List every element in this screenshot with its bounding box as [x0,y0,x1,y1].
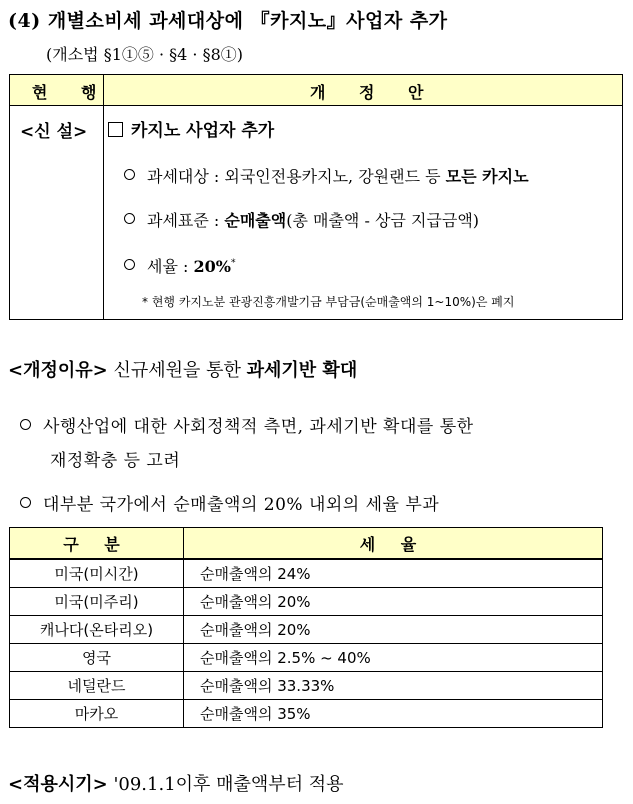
reason-heading: <개정이유> 신규세원을 통한 과세기반 확대 [8,360,358,381]
circle-bullet-icon [20,497,31,508]
reason-para-1-cont: 재정확충 등 고려 [50,451,181,471]
country-cell: 네덜란드 [10,672,184,700]
country-cell: 미국(미주리) [10,588,184,616]
reason-para-2: 대부분 국가에서 순매출액의 20% 내외의 세율 부과 [20,490,439,515]
column-divider [103,75,104,319]
footnote: * 현행 카지노분 관광진흥개발기금 부담금(순매출액의 1~10%)은 폐지 [142,295,515,309]
checkbox-square-icon [108,122,123,137]
header-category: 구 분 [10,528,184,560]
law-reference: (개소법 §1①⑤ · §4 · §8①) [46,45,243,64]
table-row [10,559,603,588]
country-cell: 캐나다(온타리오) [10,616,184,644]
rate-table [9,527,603,728]
header-rate: 세 율 [184,528,603,560]
rate-cell: 순매출액의 33.33% [184,672,603,700]
table-row [10,644,603,672]
table-row [10,616,603,644]
rate-cell: 순매출액의 20% [184,616,603,644]
bullet-tax-base: 과세표준 : 순매출액(총 매출액 - 상금 지급금액) [124,208,479,231]
rate-cell: 순매출액의 2.5% ~ 40% [184,644,603,672]
proposal-table [9,74,623,320]
table-row [10,700,603,728]
section-title: (4) 개별소비세 과세대상에 『카지노』사업자 추가 [8,10,448,32]
country-cell: 마카오 [10,700,184,728]
bullet-tax-rate: 세율 : 20%* [124,254,235,277]
rate-cell: 순매출액의 35% [184,700,603,728]
circle-bullet-icon [20,419,31,430]
circle-bullet-icon [124,259,135,270]
bullet-tax-object: 과세대상 : 외국인전용카지노, 강원랜드 등 모든 카지노 [124,164,529,187]
apply-date: <적용시기> '09.1.1이후 매출액부터 적용 [8,774,344,795]
rate-cell: 순매출액의 24% [184,559,603,588]
circle-bullet-icon [124,169,135,180]
row-label-new: <신 설> [20,122,88,142]
proposal-headline: 카지노 사업자 추가 [108,116,274,141]
rate-cell: 순매출액의 20% [184,588,603,616]
proposal-table-header [10,75,622,106]
circle-bullet-icon [124,213,135,224]
rate-table-header [10,528,603,560]
country-cell: 영국 [10,644,184,672]
col-proposal: 개 정 안 [310,83,438,102]
table-row [10,588,603,616]
country-cell: 미국(미시간) [10,559,184,588]
table-row [10,672,603,700]
col-current: 현 행 [32,83,111,102]
reason-para-1: 사행산업에 대한 사회정책적 측면, 과세기반 확대를 통한 [20,412,474,437]
